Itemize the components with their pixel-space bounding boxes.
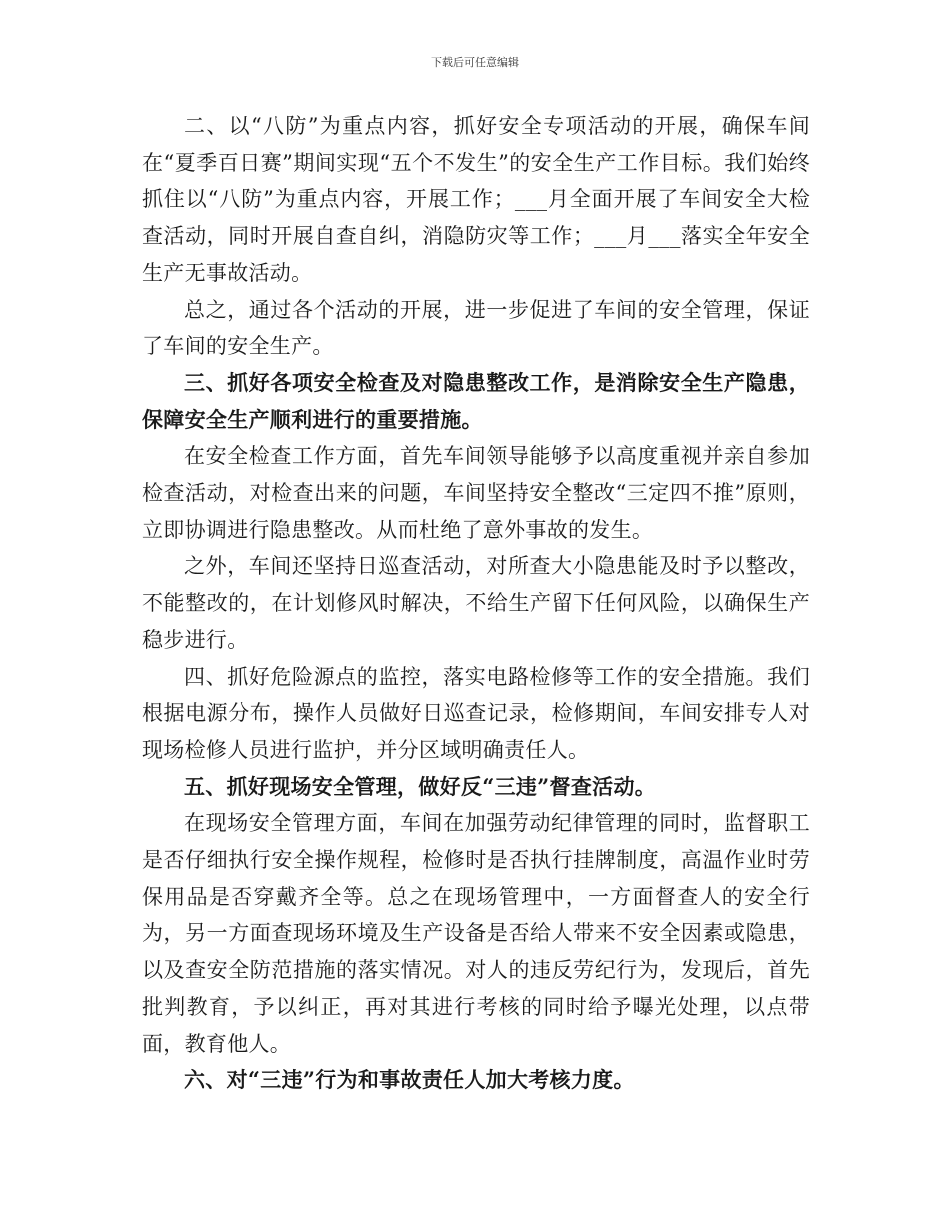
paragraph-1: 二、以“八防”为重点内容，抓好安全专项活动的开展，确保车间在“夏季百日赛”期间实现“五个不发生”的安全生产工作目标。我们始终抓住以“八防”为重点内容，开展工作；___月全面开展了车间安全大检查活动，同时开展自查自纠，消隐防灾等工作；___月___落实全年安全生产无事故活动。: [142, 114, 810, 285]
paragraph-4: 在安全检查工作方面，首先车间领导能够予以高度重视并亲自参加检查活动，对检查出来的问题，车间坚持安全整改“三定四不推”原则，立即协调进行隐患整改。从而杜绝了意外事故的发生。: [142, 444, 810, 542]
paragraph-5: 之外，车间还坚持日巡查活动，对所查大小隐患能及时予以整改，不能整改的，在计划修风时解决，不给生产留下任何风险，以确保生产稳步进行。: [142, 554, 810, 652]
section-heading-6: 六、对“三违”行为和事故责任人加大考核力度。: [184, 1067, 635, 1093]
section-heading-5: 五、抓好现场安全管理，做好反“三违”督查活动。: [184, 773, 657, 799]
paragraph-8: 在现场安全管理方面，车间在加强劳动纪律管理的同时，监督职工是否仔细执行安全操作规程，检修时是否执行挂牌制度，高温作业时劳保用品是否穿戴齐全等。总之在现场管理中，一方面督查人的安全行为，另一方面查现场环境及生产设备是否给人带来不安全因素或隐患，以及查安全防范措施的落实情况。对人的违反劳纪行为，发现后，首先批判教育，予以纠正，再对其进行考核的同时给予曝光处理，以点带面，教育他人。: [142, 811, 810, 1056]
paragraph-2: 总之，通过各个活动的开展，进一步促进了车间的安全管理，保证了车间的安全生产。: [142, 297, 810, 359]
document-body: [142, 108, 810, 1099]
paragraph-6: 四、抓好危险源点的监控，落实电路检修等工作的安全措施。我们根据电源分布，操作人员做好日巡查记录，检修期间，车间安排专人对现场检修人员进行监护，并分区域明确责任人。: [142, 664, 810, 762]
section-heading-3: 三、抓好各项安全检查及对隐患整改工作，是消除安全生产隐患，保障安全生产顺利进行的重要措施。: [142, 369, 810, 432]
header-note: 下载后可任意编辑: [431, 56, 519, 69]
